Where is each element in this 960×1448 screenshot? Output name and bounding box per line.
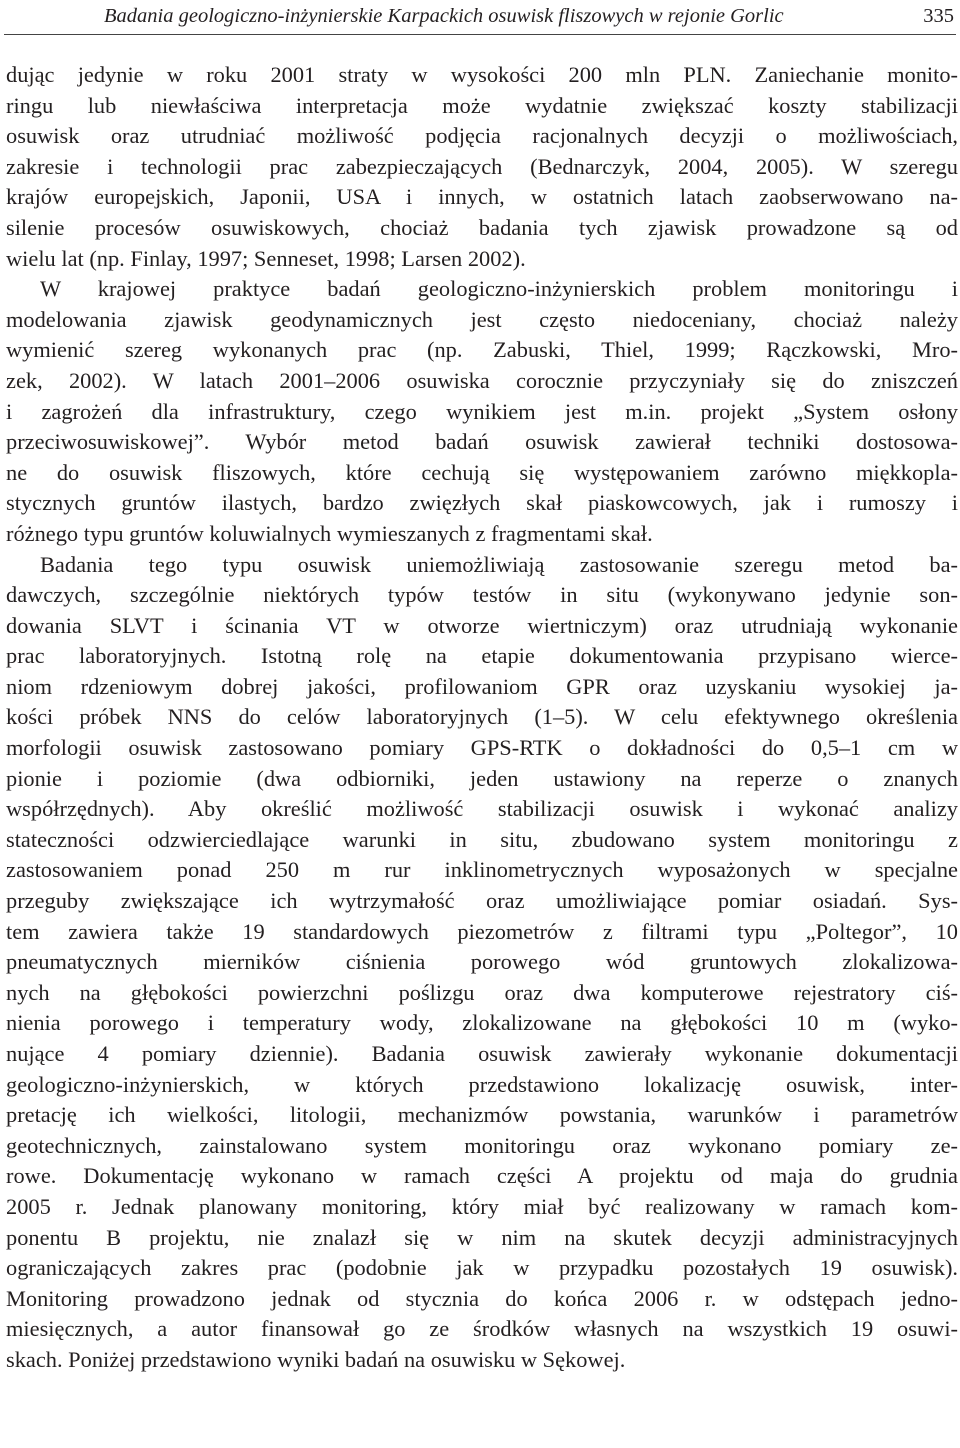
text-line: dawczych, szczególnie niektórych typów testów in situ (wykonywano jedynie son- xyxy=(6,582,958,608)
text-line: przeguby zwiększające ich wytrzymałość oraz umożliwiające pomiar osiadań. Sys- xyxy=(6,888,958,914)
text-line: zastosowaniem ponad 250 m rur inklinometrycznych wyposażonych w specjalne xyxy=(6,857,958,883)
text-line: ograniczających zakres prac (podobnie jak w przypadku pozostałych 19 osuwisk). xyxy=(6,1255,958,1281)
paragraph xyxy=(6,274,958,549)
text-line: pretację ich wielkości, litologii, mechanizmów powstania, warunków i parametrów xyxy=(6,1102,958,1128)
text-line: kości próbek NNS do celów laboratoryjnych (1–5). W celu efektywnego określenia xyxy=(6,704,958,730)
text-line: tem zawiera także 19 standardowych piezometrów z filtrami typu „Poltegor”, 10 xyxy=(6,918,958,944)
header-rule xyxy=(4,34,956,35)
running-title: Badania geologiczno-inżynierskie Karpackich osuwisk fliszowych w rejonie Gorlic xyxy=(104,5,784,27)
text-line: współrzędnych). Aby określić możliwość stabilizacji osuwisk i wykonać analizy xyxy=(6,796,958,822)
text-line: różnego typu gruntów koluwialnych wymieszanych z fragmentami skał. xyxy=(6,520,653,546)
text-line: nujące 4 pomiary dziennie). Badania osuwisk zawierały wykonanie dokumentacji xyxy=(6,1041,958,1066)
text-line: geologiczno-inżynierskich, w których przedstawiono lokalizację osuwisk, inter- xyxy=(6,1071,958,1097)
text-line: 2005 r. Jednak planowany monitoring, który miał być realizowany w ramach kom- xyxy=(6,1193,958,1219)
text-line: zakresie i technologii prac zabezpieczających (Bednarczyk, 2004, 2005). W szeregu xyxy=(6,153,958,179)
text-line: Monitoring prowadzono jednak od stycznia do końca 2006 r. w odstępach jedno- xyxy=(6,1285,958,1311)
text-line: modelowania zjawisk geodynamicznych jest często niedoceniany, chociaż należy xyxy=(6,306,958,332)
text-line: Badania tego typu osuwisk uniemożliwiają zastosowanie szeregu metod ba- xyxy=(40,551,958,577)
text-line: pneumatycznych mierników ciśnienia porowego wód gruntowych zlokalizowa- xyxy=(6,949,958,975)
text-line: dowania SLVT i ścinania VT w otworze wiertniczym) oraz utrudniają wykonanie xyxy=(6,612,958,638)
text-line: miesięcznych, a autor finansował go ze środków własnych na wszystkich 19 osuwi- xyxy=(6,1316,958,1342)
text-line: wymienić szereg wykonanych prac (np. Zabuski, Thiel, 1999; Rączkowski, Mro- xyxy=(6,337,958,363)
text-line: skach. Poniżej przedstawiono wyniki badań na osuwisku w Sękowej. xyxy=(6,1346,626,1372)
text-line: rowe. Dokumentację wykonano w ramach części A projektu od maja do grudnia xyxy=(6,1163,958,1189)
text-line: i zagrożeń dla infrastruktury, czego wynikiem jest m.in. projekt „System osłony xyxy=(6,398,958,424)
text-line: W krajowej praktyce badań geologiczno-inżynierskich problem monitoringu i xyxy=(40,276,958,302)
text-line: stycznych gruntów ilastych, bardzo zwięzłych skał piaskowcowych, jak i rumoszy i xyxy=(6,490,958,516)
text-line: prac laboratoryjnych. Istotną rolę na etapie dokumentowania przypisano wierce- xyxy=(6,643,958,669)
text-line: nienia porowego i temperatury wody, zlokalizowane na głębokości 10 m (wyko- xyxy=(6,1010,958,1036)
page-number: 335 xyxy=(923,5,954,27)
text-line: ringu lub niewłaściwa interpretacja może wydatnie zwiększać koszty stabilizacji xyxy=(6,92,958,118)
text-line: dując jedynie w roku 2001 straty w wysokości 200 mln PLN. Zaniechanie monito- xyxy=(6,62,958,87)
text-line: krajów europejskich, Japonii, USA i innych, w ostatnich latach zaobserwowano na- xyxy=(6,184,958,210)
text-line: zek, 2002). W latach 2001–2006 osuwiska corocznie przyczyniały się do zniszczeń xyxy=(6,367,958,393)
text-line: osuwisk oraz utrudniać możliwość podjęcia racjonalnych decyzji o możliwościach, xyxy=(6,123,958,149)
running-header xyxy=(0,0,960,34)
text-line: pionie i poziomie (dwa odbiorniki, jeden ustawiony na reperze o znanych xyxy=(6,765,958,791)
text-line: silenie procesów osuwiskowych, chociaż badania tych zjawisk prowadzone są od xyxy=(6,214,958,240)
text-line: ne do osuwisk fliszowych, które cechują się występowaniem zarówno miękkopla- xyxy=(6,459,958,485)
text-line: nych na głębokości powierzchni poślizgu oraz dwa komputerowe rejestratory ciś- xyxy=(6,979,958,1005)
paragraph xyxy=(6,60,958,274)
text-line: przeciwosuwiskowej”. Wybór metod badań osuwisk zawierał techniki dostosowa- xyxy=(6,429,958,455)
text-line: geotechnicznych, zainstalowano system monitoringu oraz wykonano pomiary ze- xyxy=(6,1132,958,1158)
text-line: wielu lat (np. Finlay, 1997; Senneset, 1998; Larsen 2002). xyxy=(6,245,526,271)
text-line: ponentu B projektu, nie znalazł się w nim na skutek decyzji administracyjnych xyxy=(6,1224,958,1250)
text-line: morfologii osuwisk zastosowano pomiary GPS-RTK o dokładności do 0,5–1 cm w xyxy=(6,735,958,761)
text-line: niom rdzeniowym dobrej jakości, profilowaniom GPR oraz uzyskaniu wysokiej ja- xyxy=(6,673,958,699)
text-line: stateczności odzwierciedlające warunki in situ, zbudowano system monitoringu z xyxy=(6,826,958,852)
body-text xyxy=(6,60,958,1376)
paragraph xyxy=(6,550,958,1376)
